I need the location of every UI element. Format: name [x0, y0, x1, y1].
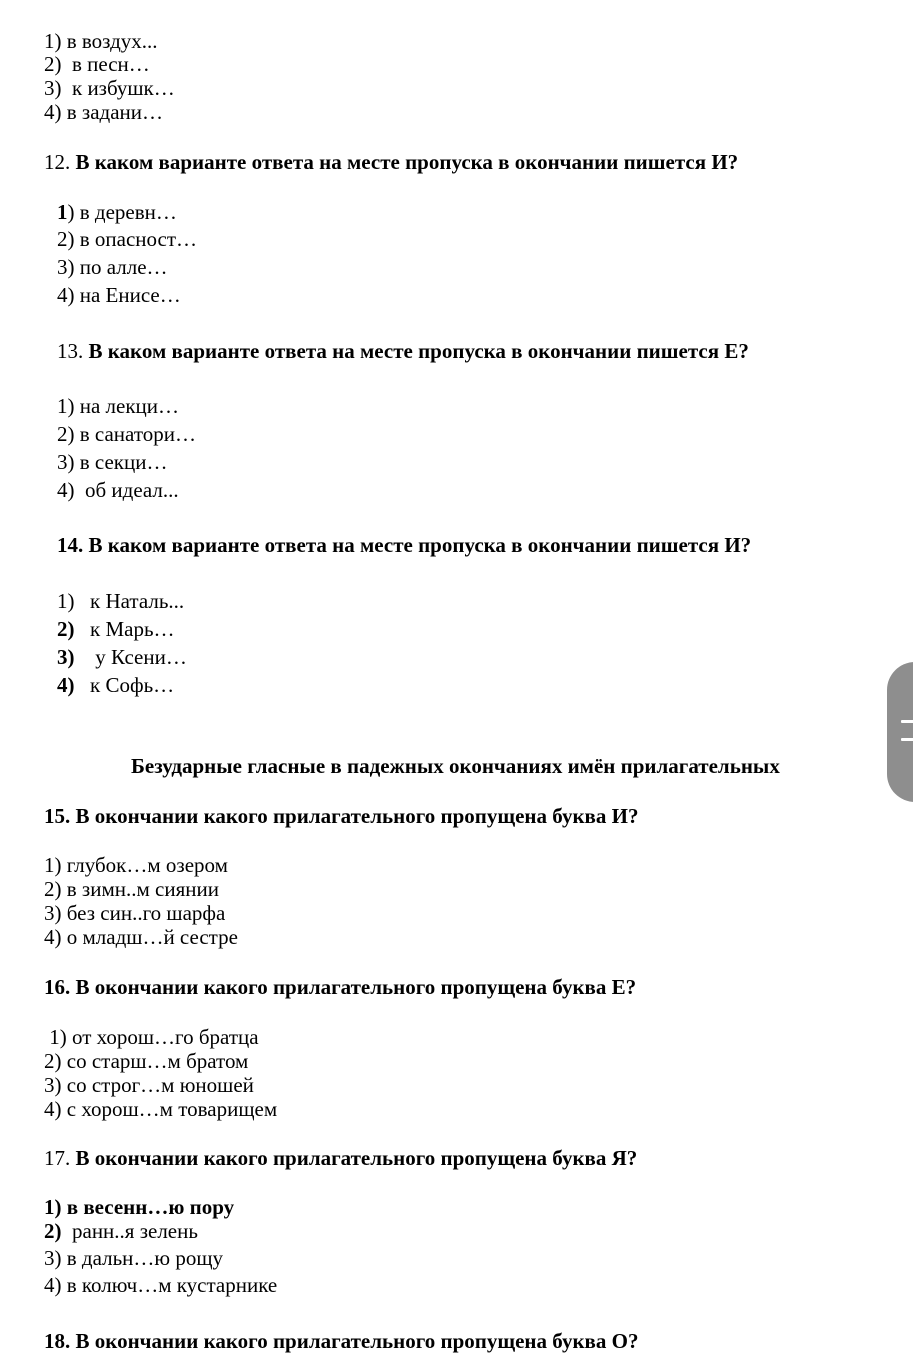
list-item	[57, 645, 187, 669]
list-item	[57, 227, 197, 251]
option-number: 2)	[57, 617, 75, 641]
list-item: 3) в дальн…ю рощу	[44, 1246, 224, 1270]
list-item: 4) с хорош…м товарищем	[44, 1097, 278, 1121]
option-text: ) по алле…	[67, 255, 168, 279]
question-number: 12.	[44, 150, 76, 174]
list-item	[57, 283, 181, 307]
question-13-title	[57, 339, 749, 363]
question-17-title	[44, 1146, 637, 1170]
option-number: 4)	[57, 673, 75, 697]
list-item: 4) о младш…й сестре	[44, 925, 238, 949]
question-number: 13.	[57, 339, 89, 363]
question-14-title: 14. В каком варианте ответа на месте пропуска в окончании пишется И?	[57, 533, 752, 557]
list-item	[57, 589, 184, 613]
option-number: 3)	[57, 645, 75, 669]
list-item: 1) в воздух...	[44, 29, 158, 53]
list-item: 3) со строг…м юношей	[44, 1073, 254, 1097]
section-heading: Безударные гласные в падежных окончаниях имён прилагательных	[131, 754, 780, 778]
question-12-title	[44, 150, 738, 174]
menu-icon	[901, 720, 913, 723]
list-item: 1) от хорош…го братца	[44, 1025, 259, 1049]
option-number: 4	[57, 283, 68, 307]
option-number: 2	[57, 227, 68, 251]
list-item: 3) к избушк…	[44, 76, 175, 100]
option-text: к Софь…	[90, 673, 175, 697]
question-15-title: 15. В окончании какого прилагательного пропущена буква И?	[44, 804, 639, 828]
list-item: 2) в песн…	[44, 52, 150, 76]
list-item: 4) об идеал...	[57, 478, 179, 502]
question-text: В каком варианте ответа на месте пропуска в окончании пишется И?	[75, 150, 739, 174]
list-item	[57, 673, 174, 697]
list-item: 2) со старш…м братом	[44, 1049, 249, 1073]
option-number: 2)	[44, 1219, 62, 1243]
option-text: у Ксени…	[90, 645, 187, 669]
list-item: 4) в задани…	[44, 100, 164, 124]
option-number: 1)	[57, 589, 75, 613]
option-text: к Марь…	[90, 617, 175, 641]
list-item: 4) в колюч…м кустарнике	[44, 1273, 278, 1297]
option-text: ) на Енисе…	[67, 283, 181, 307]
option-text: к Наталь...	[90, 589, 185, 613]
menu-icon-line	[901, 738, 913, 741]
list-item: 2) в зимн..м сиянии	[44, 877, 219, 901]
question-16-title: 16. В окончании какого прилагательного пропущена буква Е?	[44, 975, 637, 999]
list-item: 2) в санатори…	[57, 422, 196, 446]
list-item	[44, 1219, 198, 1243]
list-item: 1) глубок…м озером	[44, 853, 228, 877]
list-item: 1) в весенн…ю пору	[44, 1195, 235, 1219]
side-scroll-tab[interactable]	[887, 662, 913, 802]
option-text: ранн..я зелень	[61, 1219, 198, 1243]
question-text: В окончании какого прилагательного пропущена буква Я?	[75, 1146, 638, 1170]
question-text: В каком варианте ответа на месте пропуска в окончании пишется Е?	[88, 339, 749, 363]
list-item: 3) без син..го шарфа	[44, 901, 226, 925]
option-text: ) в опасност…	[67, 227, 198, 251]
question-number: 17.	[44, 1146, 76, 1170]
option-number: 3	[57, 255, 68, 279]
option-text: ) в деревн…	[67, 200, 177, 224]
list-item	[57, 255, 168, 279]
list-item: 3) в секци…	[57, 450, 168, 474]
option-number: 1	[57, 200, 68, 224]
question-18-title: 18. В окончании какого прилагательного пропущена буква О?	[44, 1329, 639, 1353]
list-item	[57, 617, 175, 641]
list-item	[57, 200, 177, 224]
list-item: 1) на лекци…	[57, 394, 180, 418]
